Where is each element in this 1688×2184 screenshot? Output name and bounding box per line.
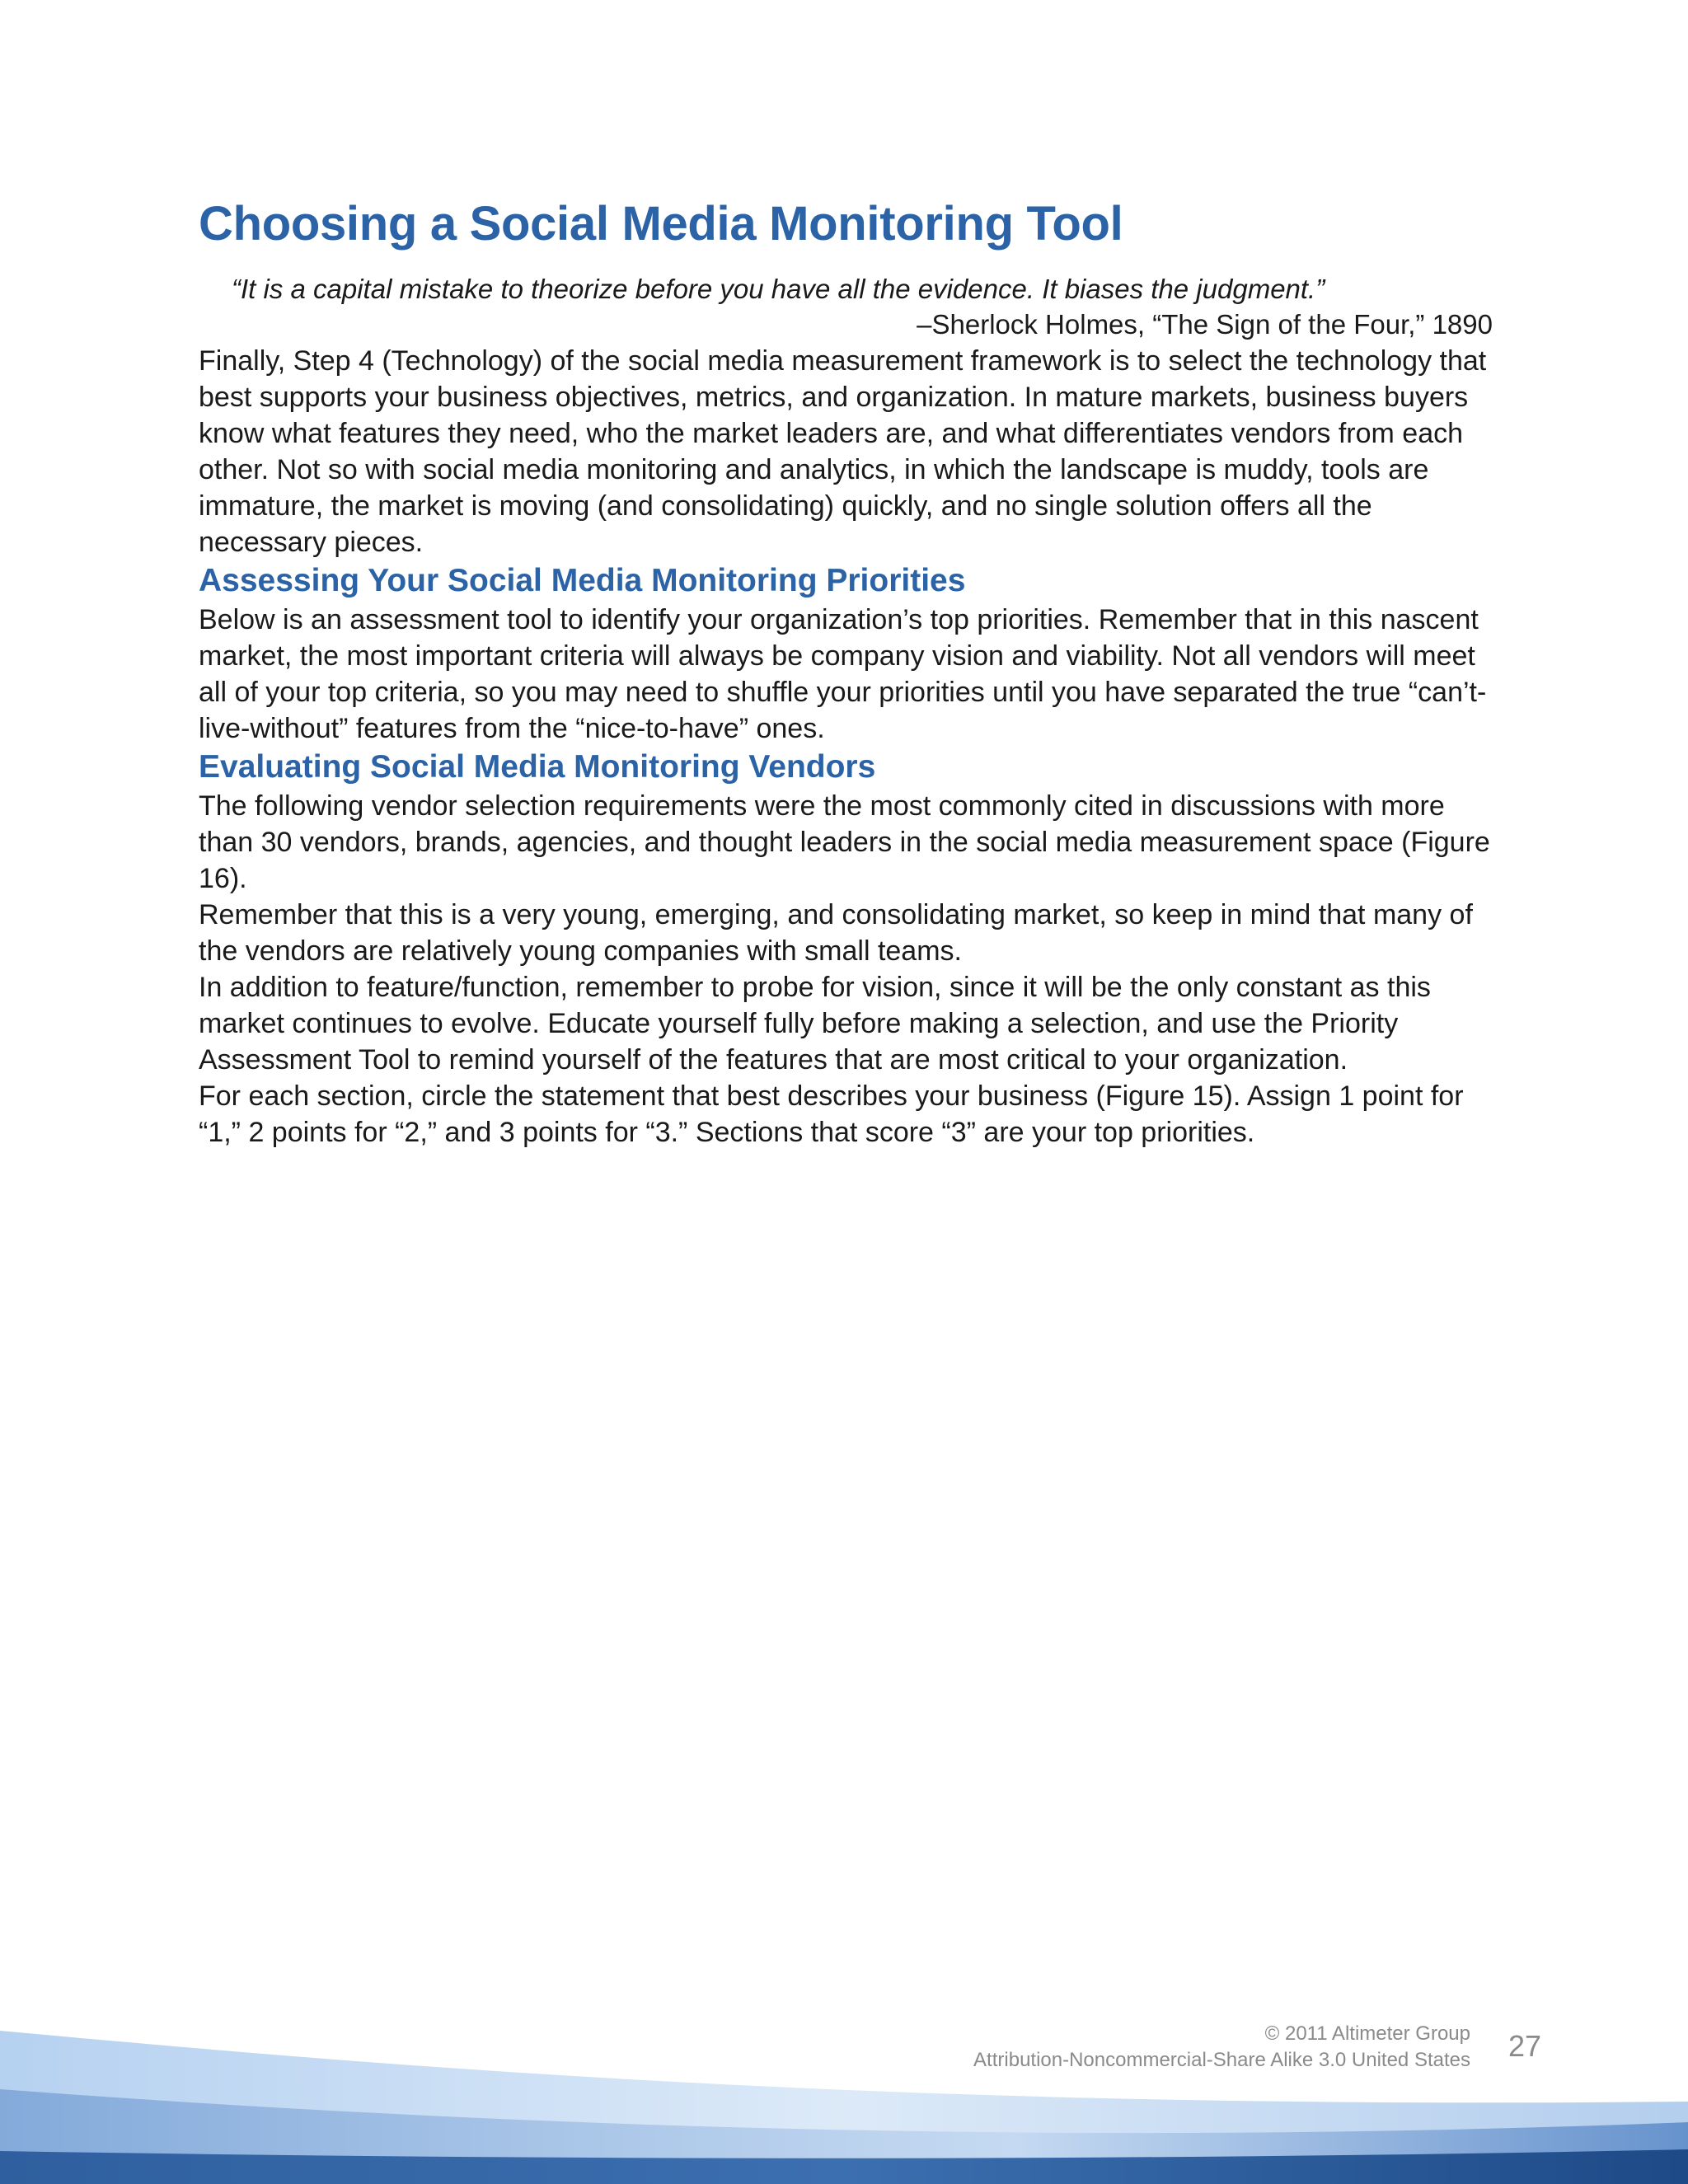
quote-attribution: –Sherlock Holmes, “The Sign of the Four,” 1890	[917, 309, 1493, 340]
evaluating-paragraph-2: Remember that this is a very young, emerging, and consolidating market, so keep in mind that many of the vendors are relatively young companies with small teams.	[199, 899, 1473, 967]
intro-paragraph: Finally, Step 4 (Technology) of the social media measurement framework is to select the technology that best supports your business objectives, metrics, and organization. In mature markets, business buyers know what features they need, who the market leaders are, and what differentiates vendors from each other. Not so with social media monitoring and analytics, in which the landscape is muddy, tools are immature, the market is moving (and consolidating) quickly, and no single solution offers all the necessary pieces.	[199, 345, 1487, 558]
page-title: Choosing a Social Media Monitoring Tool	[199, 197, 1123, 251]
evaluating-paragraph-1: The following vendor selection requirements were the most commonly cited in discussions with more than 30 vendors, brands, agencies, and thought leaders in the social media measurement space (Figure 16).	[199, 790, 1490, 894]
epigraph-quote: “It is a capital mistake to theorize before you have all the evidence. It biases the judgment.”	[232, 274, 1325, 304]
assessing-paragraph: Below is an assessment tool to identify your organization’s top priorities. Remember that in this nascent market, the most important criteria will always be company vision and viability. Not all vendors will meet all of your top criteria, so you may need to shuffle your priorities until you have separated the true “can’t-live-without” features from the “nice-to-have” ones.	[199, 604, 1487, 744]
evaluating-paragraph-3: In addition to feature/function, remember to probe for vision, since it will be the only constant as this market continues to evolve. Educate yourself fully before making a selection, and use the Priority Assessment Tool to remind yourself of the features that are most critical to your organization.	[199, 972, 1431, 1076]
page-number: 27	[1508, 2029, 1542, 2063]
footer-copyright-block	[973, 2021, 1470, 2074]
section-heading-evaluating: Evaluating Social Media Monitoring Vendors	[199, 749, 876, 785]
section-heading-assessing: Assessing Your Social Media Monitoring Priorities	[199, 563, 966, 598]
footer-license: Attribution-Noncommercial-Share Alike 3.0 United States	[973, 2049, 1470, 2071]
footer-copyright: © 2011 Altimeter Group	[1264, 2022, 1470, 2045]
page-content	[199, 194, 1493, 1151]
evaluating-paragraph-4: For each section, circle the statement that best describes your business (Figure 15). Assign 1 point for “1,” 2 points for “2,” and 3 points for “3.” Sections that score “3” are your top priorities.	[199, 1080, 1464, 1148]
